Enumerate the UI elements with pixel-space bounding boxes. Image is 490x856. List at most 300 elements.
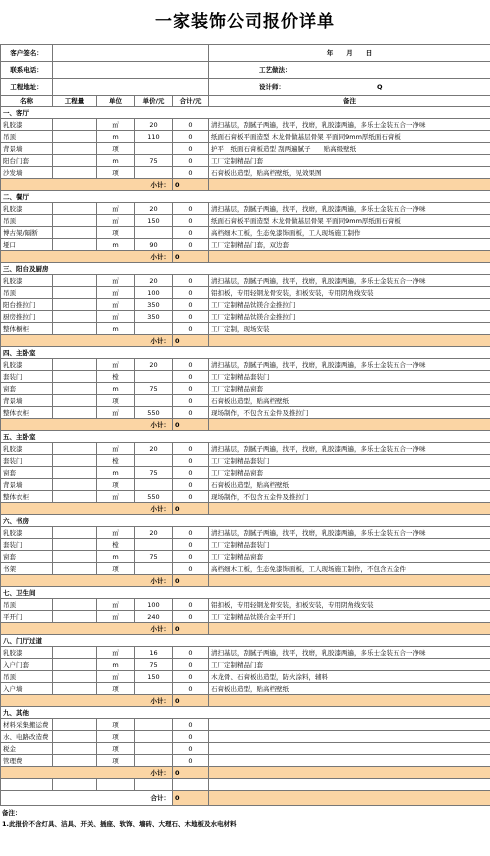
item-unit-price: 240	[135, 611, 173, 623]
item-remarks	[209, 719, 490, 731]
item-unit-price	[135, 143, 173, 155]
item-total: 0	[173, 611, 209, 623]
item-remarks: 清扫基层，刮腻子两遍，找平，找磨，乳胶漆两遍，多乐士金装五合一净味	[209, 203, 490, 215]
item-quantity[interactable]	[53, 671, 97, 683]
subtotal-row	[1, 575, 490, 587]
item-name: 入户门套	[1, 659, 53, 671]
designer-label: 设计师：	[259, 83, 285, 91]
subtotal-label: 小计：	[1, 575, 173, 587]
total-blank	[209, 791, 490, 806]
item-total: 0	[173, 215, 209, 227]
item-quantity[interactable]	[53, 215, 97, 227]
subtotal-blank	[209, 419, 490, 431]
item-unit-price: 75	[135, 155, 173, 167]
item-name: 整体衣柜	[1, 491, 53, 503]
subtotal-row	[1, 623, 490, 635]
table-row	[1, 227, 490, 239]
item-unit: ㎡	[97, 527, 135, 539]
item-unit-price: 20	[135, 119, 173, 131]
item-unit-price: 75	[135, 383, 173, 395]
table-row	[1, 671, 490, 683]
item-name: 乳胶漆	[1, 647, 53, 659]
item-name: 博古架/隔断	[1, 227, 53, 239]
item-remarks: 木龙骨、石膏板出造型，防火涂料，辅料	[209, 671, 490, 683]
item-total: 0	[173, 527, 209, 539]
total-label: 合计：	[1, 791, 173, 806]
item-quantity[interactable]	[53, 647, 97, 659]
item-quantity[interactable]	[53, 539, 97, 551]
item-total: 0	[173, 119, 209, 131]
item-quantity[interactable]	[53, 287, 97, 299]
table-row	[1, 215, 490, 227]
item-remarks: 清扫基层，刮腻子两遍，找平，找磨，乳胶漆两遍，多乐士金装五合一净味	[209, 275, 490, 287]
table-row	[1, 611, 490, 623]
item-unit: m	[97, 467, 135, 479]
section-header	[1, 515, 490, 527]
item-unit: 项	[97, 719, 135, 731]
item-unit-price	[135, 539, 173, 551]
subtotal-blank	[209, 179, 490, 191]
table-row	[1, 299, 490, 311]
item-remarks: 工厂定制，现场安装	[209, 323, 490, 335]
item-total: 0	[173, 203, 209, 215]
item-name: 套装门	[1, 455, 53, 467]
item-unit-price: 110	[135, 131, 173, 143]
item-quantity[interactable]	[53, 563, 97, 575]
item-name: 沙发墙	[1, 167, 53, 179]
item-unit: 项	[97, 395, 135, 407]
item-unit: ㎡	[97, 203, 135, 215]
item-quantity[interactable]	[53, 395, 97, 407]
subtotal-value: 0	[173, 767, 209, 779]
item-quantity[interactable]	[53, 167, 97, 179]
item-remarks: 工厂定制精品钛镁合金推拉门	[209, 311, 490, 323]
item-unit-price: 20	[135, 203, 173, 215]
section-header	[1, 107, 490, 119]
item-total: 0	[173, 671, 209, 683]
item-unit-price	[135, 563, 173, 575]
designer-value[interactable]: Q	[377, 83, 383, 91]
item-name: 吊顶	[1, 287, 53, 299]
item-unit-price: 20	[135, 443, 173, 455]
item-unit-price: 75	[135, 551, 173, 563]
section-title: 二、餐厅	[1, 191, 490, 203]
table-row	[1, 731, 490, 743]
item-quantity[interactable]	[53, 755, 97, 767]
item-total: 0	[173, 395, 209, 407]
item-unit-price: 350	[135, 299, 173, 311]
subtotal-value: 0	[173, 335, 209, 347]
item-unit: ㎡	[97, 287, 135, 299]
item-unit: ㎡	[97, 407, 135, 419]
item-remarks: 石膏板出造型，贴高档壁纸	[209, 395, 490, 407]
item-remarks: 护平 纸面石膏板造型 刮两遍腻子 贴高级壁纸	[209, 143, 490, 155]
item-unit-price: 20	[135, 359, 173, 371]
total-row	[1, 791, 490, 806]
item-remarks: 工厂定制精品钛镁合金推拉门	[209, 299, 490, 311]
spacer-row	[1, 779, 490, 791]
item-name: 乳胶漆	[1, 527, 53, 539]
item-unit: m	[97, 323, 135, 335]
table-row	[1, 563, 490, 575]
item-name: 材料采集搬运费	[1, 719, 53, 731]
item-unit: ㎡	[97, 119, 135, 131]
item-name: 背景墙	[1, 395, 53, 407]
item-unit-price: 20	[135, 275, 173, 287]
item-name: 套装门	[1, 371, 53, 383]
item-quantity[interactable]	[53, 467, 97, 479]
item-name: 平开门	[1, 611, 53, 623]
item-total: 0	[173, 755, 209, 767]
item-quantity[interactable]	[53, 479, 97, 491]
section-title: 八、门厅过道	[1, 635, 490, 647]
item-quantity[interactable]	[53, 311, 97, 323]
item-remarks: 工厂定制精品窗套	[209, 383, 490, 395]
table-row	[1, 143, 490, 155]
item-remarks: 清扫基层，刮腻子两遍，找平，找磨，乳胶漆两遍，多乐士金装五合一净味	[209, 443, 490, 455]
item-remarks: 现场制作，不包含五金件及推拉门	[209, 407, 490, 419]
item-total: 0	[173, 407, 209, 419]
total-value: 0	[173, 791, 209, 806]
item-remarks: 纸面石膏板平面造型 木龙骨做基层骨架 平面同9mm厚纸面石膏板	[209, 131, 490, 143]
item-unit-price	[135, 743, 173, 755]
item-remarks: 工厂定制精品套装门	[209, 371, 490, 383]
item-quantity[interactable]	[53, 683, 97, 695]
item-remarks: 工厂定制精品门套	[209, 155, 490, 167]
item-quantity[interactable]	[53, 599, 97, 611]
item-name: 阳台推拉门	[1, 299, 53, 311]
item-total: 0	[173, 563, 209, 575]
item-unit-price	[135, 167, 173, 179]
section-title: 一、客厅	[1, 107, 490, 119]
header-total: 合计/元	[173, 96, 209, 107]
item-quantity[interactable]	[53, 551, 97, 563]
subtotal-value: 0	[173, 695, 209, 707]
item-name: 背景墙	[1, 479, 53, 491]
item-quantity[interactable]	[53, 203, 97, 215]
item-quantity[interactable]	[53, 323, 97, 335]
table-row	[1, 275, 490, 287]
phone-field[interactable]	[53, 62, 209, 79]
subtotal-label: 小计：	[1, 767, 173, 779]
table-row	[1, 539, 490, 551]
item-unit-price: 100	[135, 287, 173, 299]
item-total: 0	[173, 167, 209, 179]
item-unit: m	[97, 155, 135, 167]
item-quantity[interactable]	[53, 491, 97, 503]
item-unit-price	[135, 719, 173, 731]
item-remarks: 石膏板出造型，贴高档壁纸	[209, 479, 490, 491]
item-total: 0	[173, 539, 209, 551]
subtotal-value: 0	[173, 503, 209, 515]
item-unit-price: 20	[135, 527, 173, 539]
item-unit: 项	[97, 563, 135, 575]
item-total: 0	[173, 311, 209, 323]
item-unit-price: 90	[135, 239, 173, 251]
item-unit-price: 150	[135, 671, 173, 683]
item-unit: m	[97, 383, 135, 395]
subtotal-label: 小计：	[1, 251, 173, 263]
item-name: 整体衣柜	[1, 407, 53, 419]
subtotal-blank	[209, 575, 490, 587]
item-unit: ㎡	[97, 299, 135, 311]
table-row	[1, 311, 490, 323]
item-quantity[interactable]	[53, 455, 97, 467]
table-row	[1, 155, 490, 167]
item-unit-price: 550	[135, 407, 173, 419]
item-unit-price: 16	[135, 647, 173, 659]
section-title: 六、书房	[1, 515, 490, 527]
item-quantity[interactable]	[53, 155, 97, 167]
item-remarks: 清扫基层，刮腻子两遍，找平，找磨，乳胶漆两遍，多乐士金装五合一净味	[209, 647, 490, 659]
item-quantity[interactable]	[53, 731, 97, 743]
table-row	[1, 647, 490, 659]
item-unit: ㎡	[97, 599, 135, 611]
subtotal-value: 0	[173, 251, 209, 263]
table-row	[1, 239, 490, 251]
item-name: 窗套	[1, 467, 53, 479]
item-quantity[interactable]	[53, 407, 97, 419]
address-field[interactable]	[53, 79, 209, 96]
item-remarks: 工厂定制精品套装门	[209, 455, 490, 467]
item-quantity[interactable]	[53, 227, 97, 239]
item-remarks: 工厂定制精品门套，双边套	[209, 239, 490, 251]
table-row	[1, 407, 490, 419]
section-title: 四、主卧室	[1, 347, 490, 359]
section-title: 五、主卧室	[1, 431, 490, 443]
item-unit: ㎡	[97, 491, 135, 503]
quote-table	[0, 44, 490, 806]
item-unit: 樘	[97, 539, 135, 551]
item-total: 0	[173, 227, 209, 239]
item-total: 0	[173, 383, 209, 395]
subtotal-row	[1, 695, 490, 707]
item-total: 0	[173, 131, 209, 143]
subtotal-label: 小计：	[1, 335, 173, 347]
item-remarks: 工厂定制精品套装门	[209, 539, 490, 551]
item-remarks: 铝扣板，专用轻钢龙骨安装，扣板安装，专用阴角线安装	[209, 599, 490, 611]
item-quantity[interactable]	[53, 371, 97, 383]
notes-block	[0, 806, 490, 832]
info-row-address	[1, 79, 490, 96]
item-name: 阳台门套	[1, 155, 53, 167]
spacer-cell	[173, 779, 209, 791]
item-unit-price	[135, 455, 173, 467]
table-row	[1, 131, 490, 143]
section-header	[1, 347, 490, 359]
item-total: 0	[173, 719, 209, 731]
table-row	[1, 755, 490, 767]
header-name: 名称	[1, 96, 53, 107]
item-quantity[interactable]	[53, 119, 97, 131]
item-name: 乳胶漆	[1, 275, 53, 287]
item-quantity[interactable]	[53, 359, 97, 371]
item-total: 0	[173, 467, 209, 479]
item-name: 书架	[1, 563, 53, 575]
subtotal-blank	[209, 767, 490, 779]
item-remarks: 清扫基层，刮腻子两遍，找平，找磨，乳胶漆两遍，多乐士金装五合一净味	[209, 527, 490, 539]
item-unit: m	[97, 239, 135, 251]
section-header	[1, 263, 490, 275]
item-unit: ㎡	[97, 215, 135, 227]
subtotal-blank	[209, 251, 490, 263]
spacer-cell	[209, 779, 490, 791]
item-remarks: 工厂定制精品窗套	[209, 551, 490, 563]
item-unit-price: 75	[135, 659, 173, 671]
item-remarks	[209, 743, 490, 755]
item-unit: ㎡	[97, 359, 135, 371]
item-unit: 项	[97, 479, 135, 491]
header-quantity: 工程量	[53, 96, 97, 107]
subtotal-row	[1, 767, 490, 779]
info-row-customer	[1, 45, 490, 62]
item-quantity[interactable]	[53, 275, 97, 287]
section-header	[1, 431, 490, 443]
item-total: 0	[173, 731, 209, 743]
subtotal-label: 小计：	[1, 179, 173, 191]
item-remarks: 现场制作，不包含五金件及推拉门	[209, 491, 490, 503]
item-unit: 项	[97, 227, 135, 239]
item-total: 0	[173, 239, 209, 251]
item-quantity[interactable]	[53, 443, 97, 455]
item-total: 0	[173, 599, 209, 611]
spacer-cell	[135, 779, 173, 791]
item-remarks: 石膏板出造型，贴高档壁纸	[209, 683, 490, 695]
spacer-cell	[97, 779, 135, 791]
item-total: 0	[173, 743, 209, 755]
item-unit-price: 100	[135, 599, 173, 611]
item-unit-price: 75	[135, 467, 173, 479]
item-name: 吊顶	[1, 671, 53, 683]
craft-label: 工艺做法：	[209, 62, 490, 79]
item-unit: 项	[97, 731, 135, 743]
subtotal-blank	[209, 623, 490, 635]
item-remarks: 清扫基层，刮腻子两遍，找平，找磨，乳胶漆两遍，多乐士金装五合一净味	[209, 119, 490, 131]
item-total: 0	[173, 299, 209, 311]
subtotal-row	[1, 179, 490, 191]
item-quantity[interactable]	[53, 527, 97, 539]
item-total: 0	[173, 455, 209, 467]
table-row	[1, 719, 490, 731]
item-total: 0	[173, 443, 209, 455]
subtotal-label: 小计：	[1, 503, 173, 515]
item-quantity[interactable]	[53, 131, 97, 143]
subtotal-label: 小计：	[1, 695, 173, 707]
table-row	[1, 395, 490, 407]
item-quantity[interactable]	[53, 383, 97, 395]
item-quantity[interactable]	[53, 299, 97, 311]
item-name: 吊顶	[1, 131, 53, 143]
item-quantity[interactable]	[53, 239, 97, 251]
phone-label: 联系电话：	[1, 62, 53, 79]
item-unit: ㎡	[97, 275, 135, 287]
item-unit-price	[135, 371, 173, 383]
item-name: 窗套	[1, 551, 53, 563]
table-row	[1, 383, 490, 395]
item-quantity[interactable]	[53, 719, 97, 731]
item-unit-price	[135, 683, 173, 695]
item-name: 乳胶漆	[1, 443, 53, 455]
item-total: 0	[173, 479, 209, 491]
item-total: 0	[173, 287, 209, 299]
spacer-cell	[53, 779, 97, 791]
item-total: 0	[173, 143, 209, 155]
item-quantity[interactable]	[53, 611, 97, 623]
table-row	[1, 491, 490, 503]
table-row	[1, 167, 490, 179]
table-row	[1, 527, 490, 539]
item-unit: 项	[97, 743, 135, 755]
subtotal-blank	[209, 503, 490, 515]
item-unit-price	[135, 731, 173, 743]
item-remarks: 石膏板出造型，贴高档壁纸，见效果图	[209, 167, 490, 179]
item-name: 税金	[1, 743, 53, 755]
item-unit-price	[135, 227, 173, 239]
section-title: 三、阳台及厨房	[1, 263, 490, 275]
item-quantity[interactable]	[53, 743, 97, 755]
item-unit-price: 550	[135, 491, 173, 503]
item-name: 垭口	[1, 239, 53, 251]
item-name: 吊顶	[1, 215, 53, 227]
item-name: 乳胶漆	[1, 203, 53, 215]
item-total: 0	[173, 371, 209, 383]
item-unit: 项	[97, 683, 135, 695]
designer-cell	[209, 79, 490, 96]
item-unit: m	[97, 551, 135, 563]
item-name: 背景墙	[1, 143, 53, 155]
subtotal-blank	[209, 695, 490, 707]
section-title: 七、卫生间	[1, 587, 490, 599]
subtotal-row	[1, 419, 490, 431]
subtotal-row	[1, 251, 490, 263]
item-unit-price	[135, 323, 173, 335]
item-unit-price	[135, 479, 173, 491]
date-field[interactable]: 年 月 日	[209, 45, 490, 62]
item-name: 套装门	[1, 539, 53, 551]
item-remarks: 工厂定制精品门套	[209, 659, 490, 671]
subtotal-label: 小计：	[1, 623, 173, 635]
item-unit: ㎡	[97, 443, 135, 455]
item-total: 0	[173, 155, 209, 167]
item-name: 水、电路改造费	[1, 731, 53, 743]
item-unit-price: 150	[135, 215, 173, 227]
section-header	[1, 707, 490, 719]
item-quantity[interactable]	[53, 659, 97, 671]
item-total: 0	[173, 275, 209, 287]
item-remarks: 高档细木工板，生态免漆饰面板，工人现场施工制作	[209, 227, 490, 239]
table-row	[1, 659, 490, 671]
item-quantity[interactable]	[53, 143, 97, 155]
item-unit-price: 350	[135, 311, 173, 323]
item-total: 0	[173, 359, 209, 371]
header-unit: 单位	[97, 96, 135, 107]
item-total: 0	[173, 659, 209, 671]
subtotal-row	[1, 335, 490, 347]
table-row	[1, 443, 490, 455]
item-unit-price	[135, 395, 173, 407]
notes-label: 备注：	[2, 809, 22, 817]
table-row	[1, 743, 490, 755]
table-row	[1, 683, 490, 695]
item-remarks	[209, 755, 490, 767]
item-unit: 项	[97, 167, 135, 179]
header-remarks: 备注	[209, 96, 490, 107]
item-remarks: 工厂定制精品钛镁合金平开门	[209, 611, 490, 623]
table-row	[1, 455, 490, 467]
customer-signature-field[interactable]	[53, 45, 209, 62]
table-row	[1, 599, 490, 611]
item-name: 整体橱柜	[1, 323, 53, 335]
